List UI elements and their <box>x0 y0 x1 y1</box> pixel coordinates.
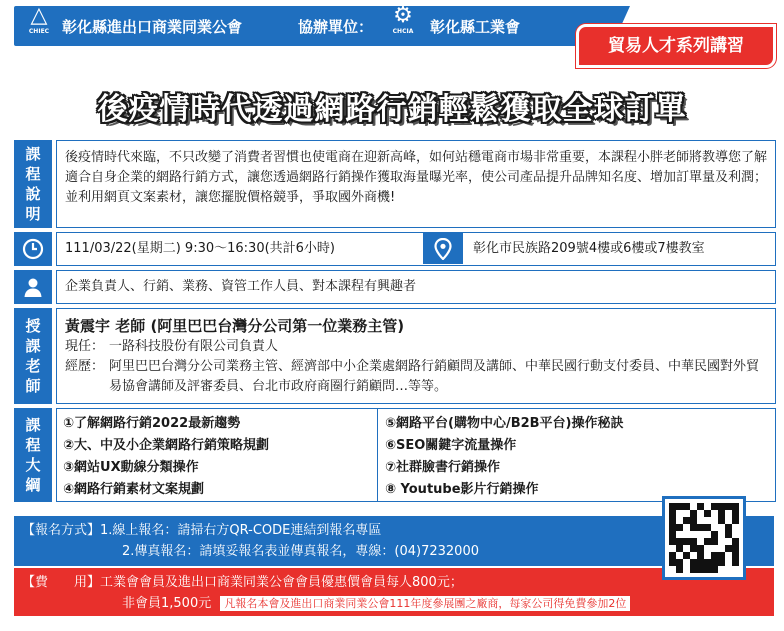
qr-module <box>704 545 711 552</box>
registration-box <box>14 516 774 566</box>
cohost-label: 協辦單位： <box>298 18 374 36</box>
cohost-name: 彰化縣工業會 <box>430 18 521 36</box>
qr-module <box>718 545 725 552</box>
header <box>0 0 784 72</box>
qr-module <box>718 503 725 510</box>
qr-module <box>704 510 711 517</box>
qr-module <box>690 510 697 517</box>
qr-module <box>732 559 739 566</box>
qr-module <box>669 545 676 552</box>
chiec-logo-icon: △ <box>30 3 48 28</box>
registration-qr-code[interactable] <box>662 496 746 580</box>
qr-module <box>704 552 711 559</box>
qr-module <box>718 559 725 566</box>
datetime-row <box>56 232 776 266</box>
qr-module <box>683 503 690 510</box>
lecturer-name: 黃震宇 老師 (阿里巴巴台灣分公司第一位業務主管) <box>65 317 405 335</box>
qr-module <box>732 510 739 517</box>
outline-right <box>385 413 624 501</box>
fee-box <box>14 568 774 616</box>
qr-module <box>697 545 704 552</box>
qr-module <box>676 552 683 559</box>
qr-module <box>683 524 690 531</box>
qr-module <box>676 503 683 510</box>
qr-module <box>704 524 711 531</box>
list-item: ⑦社群臉書行銷操作 <box>385 460 501 475</box>
chcia-abbr: CHCIA <box>392 28 414 35</box>
qr-module <box>725 566 732 573</box>
list-item: ②大、中及小企業網路行銷策略規劃 <box>63 438 270 453</box>
qr-module <box>669 510 676 517</box>
qr-module <box>704 538 711 545</box>
qr-module <box>676 517 683 524</box>
qr-module <box>718 552 725 559</box>
list-item: ④網路行銷素材文案規劃 <box>63 482 205 497</box>
chiec-abbr: CHIEC <box>28 28 50 35</box>
qr-module <box>725 559 732 566</box>
qr-module <box>697 566 704 573</box>
qr-code-icon <box>669 503 739 573</box>
person-icon-cell <box>14 270 52 304</box>
qr-module <box>704 531 711 538</box>
qr-module <box>732 517 739 524</box>
gear-icon: ⚙ <box>393 3 413 28</box>
qr-module <box>725 510 732 517</box>
list-item: ①了解網路行銷2022最新趨勢 <box>63 416 241 431</box>
qr-module <box>676 538 683 545</box>
qr-module <box>690 524 697 531</box>
list-item: ③網站UX動線分類操作 <box>63 460 199 475</box>
target-audience: 企業負責人、行銷、業務、資管工作人員、對本課程有興趣者 <box>56 270 776 304</box>
qr-module <box>697 524 704 531</box>
location-pin-icon <box>434 238 452 260</box>
qr-module <box>690 559 697 566</box>
qr-module <box>683 559 690 566</box>
qr-module <box>711 510 718 517</box>
qr-module <box>725 503 732 510</box>
qr-module <box>669 517 676 524</box>
qr-module <box>718 566 725 573</box>
qr-module <box>711 517 718 524</box>
qr-module <box>711 559 718 566</box>
course-datetime: 111/03/22(星期二) 9:30～16:30(共計6小時) <box>65 241 336 256</box>
qr-module <box>732 538 739 545</box>
qr-module <box>676 531 683 538</box>
qr-module <box>669 559 676 566</box>
qr-module <box>669 503 676 510</box>
qr-module <box>676 510 683 517</box>
qr-module <box>683 566 690 573</box>
registration-fax: 2.傳真報名：請填妥報名表並傳真報名，專線：(04)7232000 <box>122 544 479 559</box>
qr-module <box>697 552 704 559</box>
qr-module <box>683 538 690 545</box>
course-location: 彰化市民族路209號4樓或6樓或7樓教室 <box>473 241 705 256</box>
qr-module <box>718 517 725 524</box>
qr-module <box>711 531 718 538</box>
qr-module <box>676 566 683 573</box>
qr-module <box>718 524 725 531</box>
qr-module <box>669 566 676 573</box>
qr-module <box>718 531 725 538</box>
qr-module <box>711 538 718 545</box>
qr-module <box>711 545 718 552</box>
qr-module <box>690 552 697 559</box>
qr-module <box>725 545 732 552</box>
location-icon-cell <box>423 233 463 264</box>
page-title: 後疫情時代透過網路行銷輕鬆獲取全球訂單 <box>97 92 687 127</box>
qr-module <box>690 503 697 510</box>
clock-icon-cell <box>14 232 52 266</box>
qr-module <box>669 531 676 538</box>
outline-left <box>63 413 269 501</box>
qr-module <box>683 552 690 559</box>
qr-module <box>697 503 704 510</box>
lecturer-label: 授 課 老 師 <box>14 308 52 404</box>
qr-module <box>683 517 690 524</box>
qr-module <box>704 503 711 510</box>
outline-label: 課 程 大 綱 <box>14 408 52 502</box>
qr-module <box>725 538 732 545</box>
lecturer-box <box>56 308 776 404</box>
organizer-name: 彰化縣進出口商業同業公會 <box>62 18 243 36</box>
qr-module <box>690 545 697 552</box>
qr-module <box>669 538 676 545</box>
qr-module <box>690 517 697 524</box>
qr-module <box>683 510 690 517</box>
qr-module <box>697 517 704 524</box>
fee-nonmember-row <box>22 593 766 614</box>
course-description: 後疫情時代來臨，不只改變了消費者習慣也使電商在迎新高峰，如何站穩電商市場非常重要，本課程小胖老師將教導您了解適合自身企業的網路行銷方式，讓您透過網路行銷操作獲取海量曝光率，使公司產品提升品牌知名度、增加訂單量及利潤；並利用網頁文案素材，讓您擺脫價格競爭，爭取國外商機! <box>56 140 776 228</box>
course-outline <box>56 408 776 502</box>
list-item: ⑥SEO關鍵字流量操作 <box>385 438 517 453</box>
fee-note: 凡報名本會及進出口商業同業公會111年度參展團之廠商，每家公司得免費參加2位 <box>219 595 631 612</box>
chcia-logo <box>386 4 420 42</box>
qr-module <box>732 552 739 559</box>
qr-module <box>669 524 676 531</box>
qr-module <box>697 510 704 517</box>
outline-divider <box>377 409 378 501</box>
qr-module <box>711 503 718 510</box>
qr-module <box>718 538 725 545</box>
qr-module <box>732 566 739 573</box>
qr-module <box>704 559 711 566</box>
qr-module <box>697 559 704 566</box>
qr-module <box>711 524 718 531</box>
lecturer-experience: 經歷： 阿里巴巴台灣分公司業務主管、經濟部中小企業處網路行銷顧問及講師、中華民國行動支付委員、中華民國對外貿易協會講師及評審委員、台北市政府商圈行銷顧問…等等。 <box>65 359 760 394</box>
qr-module <box>676 545 683 552</box>
fee-nonmember: 非會員1,500元 <box>122 596 212 611</box>
qr-module <box>732 524 739 531</box>
list-item: ⑤網路平台(購物中心/B2B平台)操作秘訣 <box>385 416 624 431</box>
registration-online: 【報名方式】1.線上報名：請掃右方QR-CODE連結到報名專區 <box>22 523 382 538</box>
person-icon <box>22 276 44 298</box>
qr-module <box>725 552 732 559</box>
qr-module <box>725 531 732 538</box>
fee-member: 【費 用】工業會會員及進出口商業同業公會會員優惠價會員每人800元； <box>22 575 463 590</box>
qr-module <box>704 517 711 524</box>
qr-module <box>697 531 704 538</box>
qr-module <box>732 503 739 510</box>
qr-module <box>725 517 732 524</box>
qr-module <box>711 566 718 573</box>
qr-module <box>718 510 725 517</box>
qr-module <box>732 545 739 552</box>
qr-module <box>690 531 697 538</box>
series-badge: 貿易人才系列講習 <box>576 24 776 68</box>
qr-module <box>683 531 690 538</box>
qr-module <box>732 531 739 538</box>
clock-icon <box>22 238 44 260</box>
qr-module <box>690 538 697 545</box>
qr-module <box>690 566 697 573</box>
qr-module <box>725 524 732 531</box>
lecturer-current: 現任： 一路科技股份有限公司負責人 <box>65 339 279 354</box>
qr-module <box>669 552 676 559</box>
qr-module <box>676 559 683 566</box>
qr-module <box>697 538 704 545</box>
chiec-logo <box>22 4 56 42</box>
qr-module <box>683 545 690 552</box>
list-item: ⑧ Youtube影片行銷操作 <box>385 482 539 497</box>
desc-label: 課 程 說 明 <box>14 140 52 228</box>
qr-module <box>711 552 718 559</box>
qr-module <box>676 524 683 531</box>
qr-module <box>704 566 711 573</box>
